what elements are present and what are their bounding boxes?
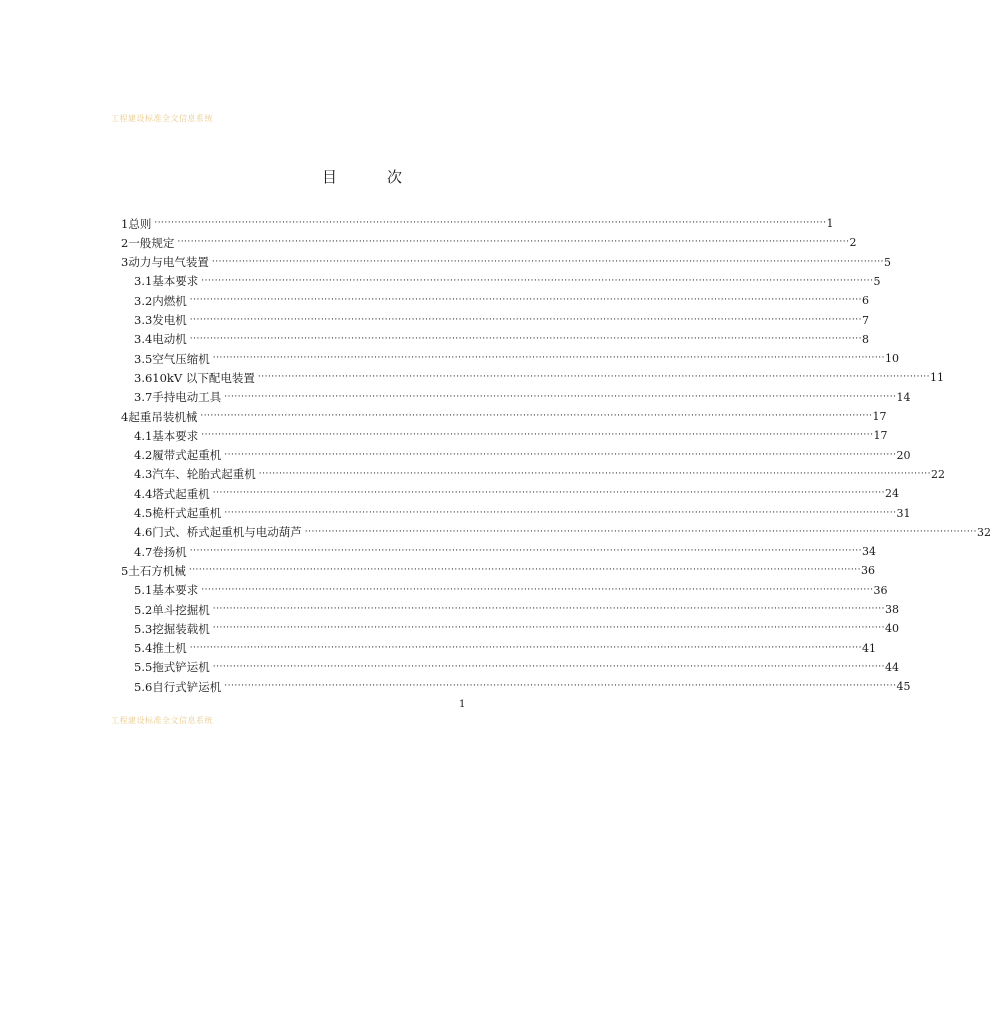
toc-entry-number: 5.3 <box>134 621 153 636</box>
toc-leader-dots: ········································································································································································································ <box>189 314 862 325</box>
toc-leader-dots: ········································································································································································································ <box>212 604 885 614</box>
watermark-bottom: 工程建设标准全文信息系统 <box>111 716 213 725</box>
toc-entry-label: 门式、桥式起重机与电动葫芦 <box>152 525 302 540</box>
toc-entry-number: 4.2 <box>134 448 153 463</box>
toc-entry-number: 5.5 <box>134 660 153 675</box>
toc-entry-number: 3.3 <box>134 313 153 327</box>
toc-entry-number: 4 <box>121 409 129 424</box>
toc-entry-number: 3.6 <box>134 370 153 385</box>
toc-leader-dots: ········································································································································································································ <box>189 546 862 557</box>
toc-entry-number: 5.1 <box>134 583 153 598</box>
toc-leader-dots: ········································································································································································································ <box>224 681 897 692</box>
toc-entry-page: 40 <box>884 622 899 636</box>
toc-entry-page: 45 <box>896 680 911 694</box>
toc-entry[interactable] <box>134 426 888 445</box>
toc-entry-page: 20 <box>896 448 911 462</box>
toc-entry-number: 4.7 <box>134 544 153 559</box>
toc-entry-label: 桅杆式起重机 <box>152 506 222 520</box>
toc-entry[interactable] <box>121 253 891 272</box>
toc-leader-dots: ········································································································································································································ <box>201 275 874 286</box>
watermark-top: 工程建设标准全文信息系统 <box>111 114 213 123</box>
toc-entry-number: 4.5 <box>134 506 153 520</box>
toc-entry-page: 2 <box>849 236 857 250</box>
toc-entry[interactable] <box>134 349 899 368</box>
toc-entry-number: 2 <box>121 235 129 250</box>
toc-entry[interactable] <box>134 484 899 503</box>
toc-entry[interactable] <box>134 504 911 523</box>
toc-entry[interactable] <box>121 214 834 233</box>
toc-entry-page: 7 <box>861 313 869 327</box>
toc-leader-dots: ········································································································································································································ <box>188 565 861 576</box>
toc-entry-page: 36 <box>873 583 888 597</box>
toc-leader-dots: ········································································································································································································ <box>212 353 885 364</box>
toc-entry-page: 24 <box>884 487 899 501</box>
toc-entry-label: 10kV 以下配电装置 <box>152 370 255 385</box>
toc-entry-page: 14 <box>896 390 911 404</box>
toc-entry-label: 单斗挖掘机 <box>152 602 210 617</box>
toc-entry[interactable] <box>134 639 876 658</box>
toc-entry-label: 一般规定 <box>128 235 175 250</box>
toc-entry-label: 总则 <box>128 216 152 231</box>
toc-entry-page: 36 <box>861 564 875 578</box>
toc-entry-label: 动力与电气装置 <box>128 255 209 270</box>
toc-entry-page: 38 <box>884 603 899 616</box>
toc-entry-label: 推土机 <box>152 641 187 656</box>
toc-entry-number: 3.4 <box>134 332 153 347</box>
toc-entry-page: 41 <box>861 641 876 655</box>
title-part-2: 次 <box>387 168 403 186</box>
toc-entry[interactable] <box>134 465 945 484</box>
toc-entry[interactable] <box>134 446 911 465</box>
toc-entry-number: 5.2 <box>134 602 153 617</box>
toc-entry-label: 基本要求 <box>152 274 199 289</box>
toc-entry-number: 4.4 <box>134 486 153 501</box>
toc-leader-dots: ········································································································································································································ <box>257 372 931 383</box>
toc-entry-label: 塔式起重机 <box>152 486 210 501</box>
toc-leader-dots: ········································································································································································································ <box>200 411 873 421</box>
toc-entry-number: 4.6 <box>134 525 153 540</box>
toc-entry[interactable] <box>134 388 911 407</box>
toc-entry[interactable] <box>134 581 888 600</box>
toc-entry[interactable] <box>134 542 876 561</box>
toc-entry-page: 32 <box>976 525 991 539</box>
toc-entry-number: 3.7 <box>134 390 153 405</box>
toc-entry-page: 44 <box>884 660 899 674</box>
toc-entry[interactable] <box>121 561 875 580</box>
toc-entry-number: 5.6 <box>134 679 153 694</box>
toc-entry[interactable] <box>134 368 945 387</box>
toc-entry-label: 手持电动工具 <box>152 390 222 405</box>
toc-entry-page: 8 <box>861 332 869 346</box>
toc-entry-number: 5 <box>121 563 129 578</box>
toc-leader-dots: ········································································································································································································ <box>201 430 874 441</box>
toc-entry[interactable] <box>134 523 991 542</box>
toc-entry[interactable] <box>121 233 857 252</box>
toc-leader-dots: ········································································································································································································ <box>258 468 931 479</box>
toc-leader-dots: ········································································································································································································ <box>201 584 874 595</box>
toc-entry-number: 3.1 <box>134 274 153 289</box>
toc-entry[interactable] <box>134 677 911 696</box>
toc-entry[interactable] <box>134 291 869 310</box>
toc-leader-dots: ········································································································································································································ <box>189 333 862 344</box>
toc-entry-page: 17 <box>872 410 887 423</box>
toc-entry-page: 5 <box>884 255 891 269</box>
toc-entry-label: 土石方机械 <box>128 563 186 578</box>
toc-entry-label: 起重吊装机械 <box>128 409 198 424</box>
toc-entry-page: 5 <box>873 274 881 288</box>
toc-entry-number: 4.1 <box>134 428 153 443</box>
toc-leader-dots: ········································································································································································································ <box>212 488 885 499</box>
toc-leader-dots: ········································································································································································································ <box>224 449 897 460</box>
toc-entry[interactable] <box>134 311 869 330</box>
toc-entry-number: 1 <box>121 216 129 231</box>
toc-entry[interactable] <box>134 619 899 638</box>
toc-entry-page: 34 <box>861 545 876 559</box>
toc-entry-number: 3.2 <box>134 293 153 308</box>
toc-entry-label: 卷扬机 <box>152 544 187 559</box>
toc-leader-dots: ········································································································································································································ <box>154 218 827 228</box>
toc-entry-number: 4.3 <box>134 467 153 482</box>
toc-entry-label: 挖掘装载机 <box>152 621 210 636</box>
toc-entry-page: 31 <box>896 506 911 520</box>
toc-entry-label: 拖式铲运机 <box>152 660 210 675</box>
toc-entry[interactable] <box>134 658 899 677</box>
toc-entry-page: 10 <box>884 352 899 366</box>
toc-entry-label: 基本要求 <box>152 428 199 443</box>
toc-entry-number: 3.5 <box>134 351 153 366</box>
toc-entry-label: 基本要求 <box>152 583 199 598</box>
toc-entry-label: 自行式铲运机 <box>152 679 222 694</box>
toc-entry[interactable] <box>134 272 881 291</box>
toc-leader-dots: ········································································································································································································ <box>189 642 862 653</box>
toc-leader-dots: ········································································································································································································ <box>212 661 885 672</box>
toc-leader-dots: ········································································································································································································ <box>212 623 885 634</box>
toc-entry-label: 履带式起重机 <box>152 448 222 463</box>
toc-leader-dots: ········································································································································································································ <box>304 526 977 537</box>
toc-leader-dots: ········································································································································································································ <box>211 256 884 267</box>
toc-entry[interactable] <box>121 407 887 426</box>
toc-entry-page: 17 <box>873 429 888 443</box>
toc-entry-page: 1 <box>826 217 834 230</box>
toc-entry-page: 6 <box>861 294 869 308</box>
toc-entry-label: 空气压缩机 <box>152 351 210 366</box>
title-part-1: 目 <box>321 168 337 186</box>
toc-entry-number: 5.4 <box>134 641 153 656</box>
toc-leader-dots: ········································································································································································································ <box>224 507 897 518</box>
page-title <box>0 166 724 187</box>
toc-entry-number: 3 <box>121 255 129 270</box>
toc-entry-label: 汽车、轮胎式起重机 <box>152 467 256 482</box>
toc-entry-label: 电动机 <box>152 332 187 347</box>
toc-leader-dots: ········································································································································································································ <box>224 391 897 402</box>
toc-leader-dots: ········································································································································································································ <box>177 237 850 248</box>
toc-leader-dots: ········································································································································································································ <box>189 295 862 306</box>
toc-entry[interactable] <box>134 600 899 619</box>
toc-entry-page: 11 <box>930 371 945 385</box>
page-number: 1 <box>459 699 466 710</box>
toc-entry-page: 22 <box>930 467 945 481</box>
toc-entry-label: 内燃机 <box>152 293 187 308</box>
toc-entry-label: 发电机 <box>152 313 187 327</box>
toc-entry[interactable] <box>134 330 869 349</box>
